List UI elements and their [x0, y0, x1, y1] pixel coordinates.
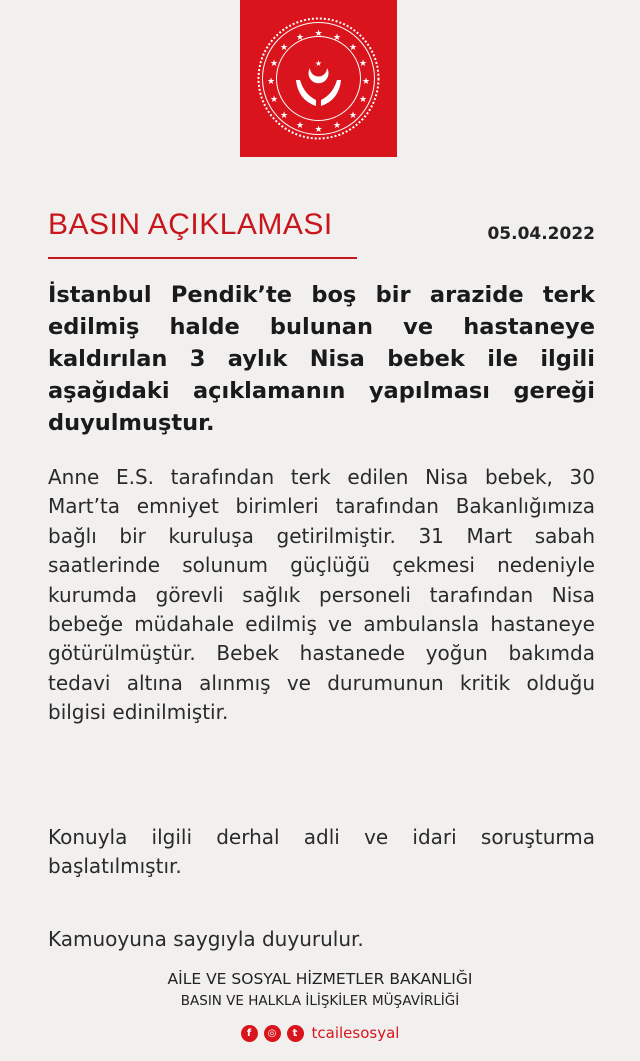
social-links — [0, 1024, 640, 1042]
svg-text:★: ★ — [314, 59, 323, 68]
svg-text:★: ★ — [348, 111, 358, 121]
svg-text:★: ★ — [314, 125, 323, 135]
svg-text:★: ★ — [314, 29, 323, 39]
ministry-logo — [240, 0, 397, 157]
closing-paragraph: Kamuoyuna saygıyla duyurulur. — [48, 927, 364, 951]
release-date: 05.04.2022 — [487, 224, 595, 244]
footer-ministry: AİLE VE SOSYAL HİZMETLER BAKANLIĞI — [167, 970, 473, 988]
svg-text:★: ★ — [279, 43, 289, 53]
twitter-icon[interactable]: t — [287, 1025, 304, 1042]
body-paragraph: Anne E.S. tarafından terk edilen Nisa bebek, 30 Mart’ta emniyet birimleri tarafından Bakanlığımıza bağlı bir kuruluşa getirilmiştir. 31 Mart sabah saatlerinde solunum güçlüğü çekmesi nedeniyle kurumda görevli sağlık personeli tarafından Nisa bebeğe müdahale edilmiş ve ambulansla hastaneye götürülmüştür. Bebek hastanede yoğun bakımda tedavi altına alınmış ve durumunun kritik olduğu bilgisi edinilmiştir. — [48, 465, 595, 725]
svg-text:★: ★ — [332, 33, 342, 43]
facebook-icon[interactable]: f — [241, 1025, 258, 1042]
title-underline — [48, 257, 357, 259]
page-title: BASIN AÇIKLAMASI — [48, 208, 333, 241]
ministry-seal-icon — [240, 0, 397, 157]
svg-text:★: ★ — [269, 59, 279, 69]
instagram-icon[interactable]: ◎ — [264, 1025, 281, 1042]
svg-text:★: ★ — [358, 95, 368, 105]
footer-department: BASIN VE HALKLA İLİŞKİLER MÜŞAVİRLİĞİ — [180, 993, 460, 1009]
svg-text:★: ★ — [266, 77, 276, 87]
social-handle[interactable]: tcailesosyal — [311, 1024, 400, 1042]
svg-text:★: ★ — [358, 59, 368, 69]
body-paragraph: Konuyla ilgili derhal adli ve idari soruşturma başlatılmıştır. — [48, 825, 595, 879]
svg-text:★: ★ — [295, 33, 305, 43]
svg-text:★: ★ — [348, 43, 358, 53]
svg-text:★: ★ — [361, 77, 371, 87]
lead-paragraph: İstanbul Pendik’te boş bir arazide terk edilmiş halde bulunan ve hastaneye kaldırılan 3 aylık Nisa bebek ile ilgili aşağıdaki açıklamanın yapılması gereği duyulmuştur. — [48, 282, 595, 436]
svg-text:★: ★ — [295, 121, 305, 131]
svg-text:★: ★ — [279, 111, 289, 121]
svg-text:★: ★ — [332, 121, 342, 131]
svg-text:★: ★ — [269, 95, 279, 105]
